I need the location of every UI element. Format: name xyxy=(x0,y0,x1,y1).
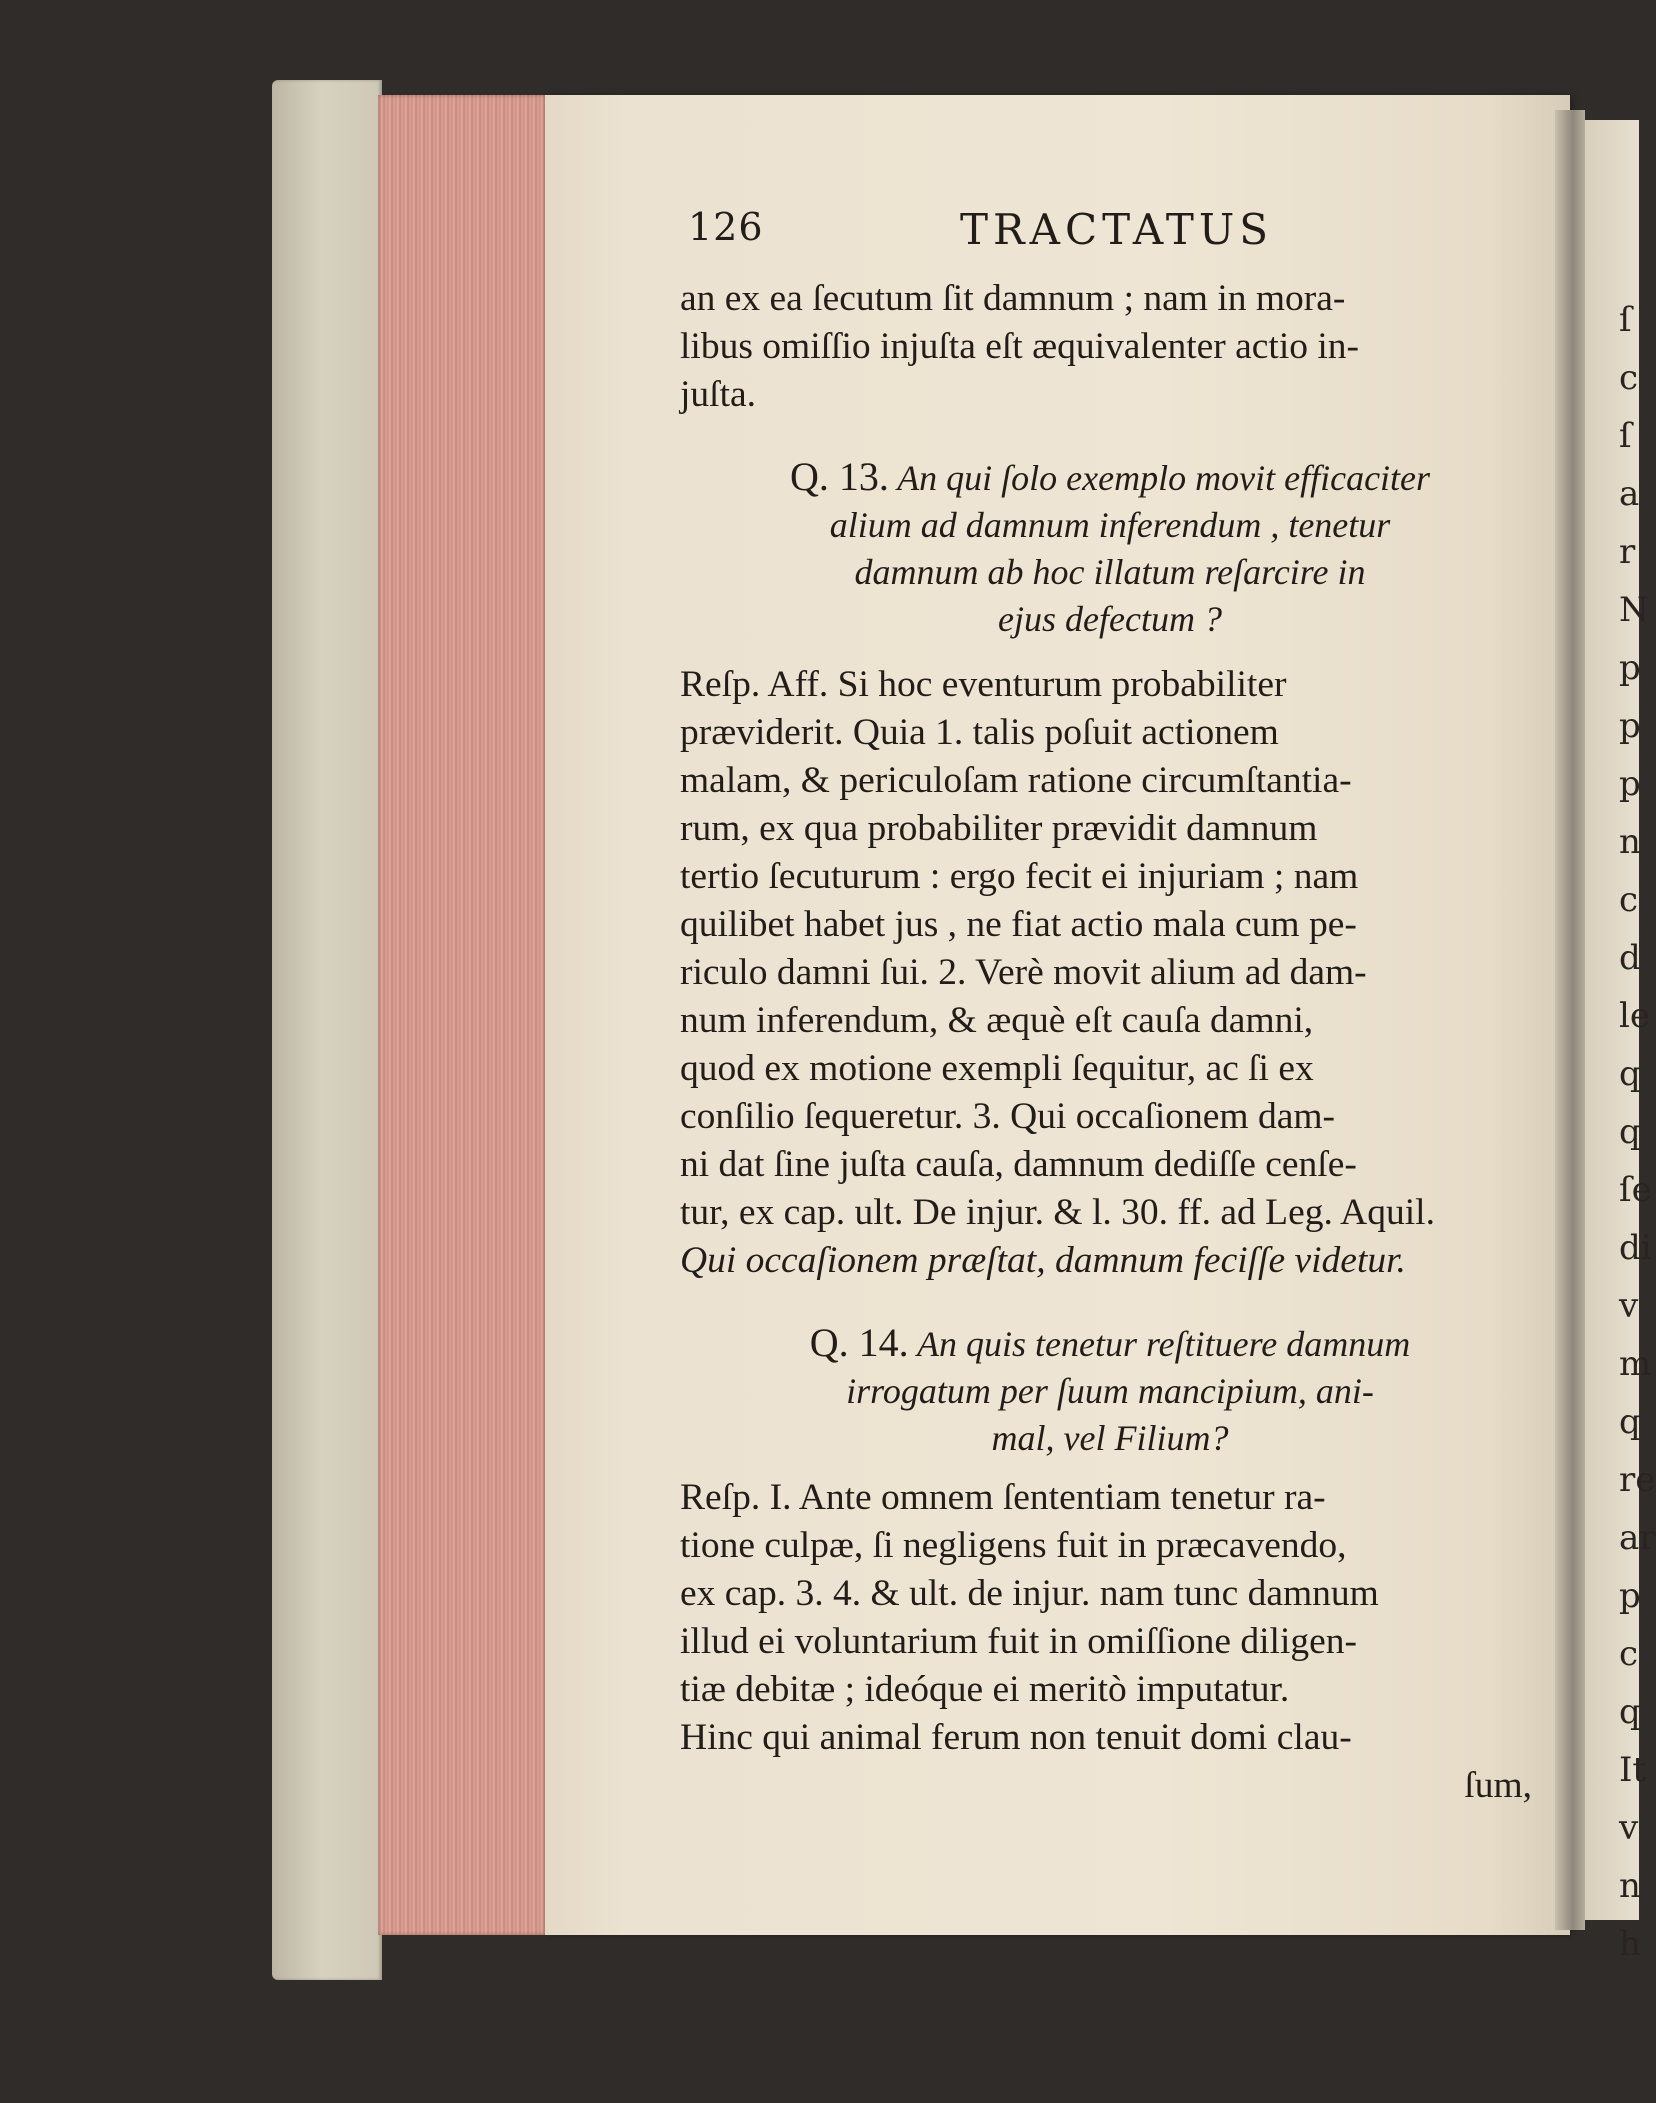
text-line: Qui occaſionem præſtat, damnum feciſſe videtur. xyxy=(680,1240,1406,1281)
text-line: tertio ſecuturum : ergo fecit ei injuriam ; nam xyxy=(680,856,1359,897)
facing-page-fragment: a xyxy=(1619,474,1640,514)
text-line: ex cap. 3. 4. & ult. de injur. nam tunc damnum xyxy=(680,1573,1379,1614)
facing-page-fragment: h xyxy=(1619,1924,1641,1964)
question-line: mal, vel Filium? xyxy=(991,1418,1229,1458)
text-line: conſilio ſequeretur. 3. Qui occaſionem dam- xyxy=(680,1096,1336,1137)
text-line: malam, & periculoſam ratione circumſtantia- xyxy=(680,760,1352,801)
facing-page-fragment: v xyxy=(1619,1808,1639,1848)
facing-page-fragment: p xyxy=(1619,648,1641,688)
question-line: ejus defectum ? xyxy=(998,599,1222,639)
facing-page-fragment: q xyxy=(1619,1692,1641,1732)
facing-page-fragment: n xyxy=(1619,1866,1641,1906)
facing-page-fragment: re xyxy=(1619,1460,1656,1500)
book-cover-edge xyxy=(272,80,382,1980)
facing-page-fragment: It xyxy=(1619,1750,1647,1790)
text-line: riculo damni ſui. 2. Verè movit alium ad dam- xyxy=(680,952,1367,993)
question-number: Q. 13. xyxy=(789,454,889,499)
facing-page-fragment: r xyxy=(1619,532,1636,572)
facing-page-fragment: q xyxy=(1619,1112,1641,1152)
text-line: quod ex motione exempli ſequitur, ac ſi ex xyxy=(680,1048,1314,1089)
facing-page-fragment: c xyxy=(1619,1634,1639,1674)
text-line: rum, ex qua probabiliter prævidit damnum xyxy=(680,808,1318,849)
text-line: juſta. xyxy=(680,374,757,415)
facing-page-fragment: c xyxy=(1619,358,1639,398)
book-gutter xyxy=(1555,110,1585,1930)
facing-page-fragment: c xyxy=(1619,880,1639,920)
question-line: alium ad damnum inferendum , tenetur xyxy=(829,505,1391,545)
facing-page-fragment: le xyxy=(1619,996,1650,1036)
facing-page-fragment: ar xyxy=(1619,1518,1656,1558)
question-line: irrogatum per ſuum mancipium, ani- xyxy=(846,1371,1374,1411)
facing-page-fragment: di xyxy=(1619,1228,1652,1268)
text-line: quilibet habet jus , ne fiat actio mala cum pe- xyxy=(680,904,1357,945)
question-line: damnum ab hoc illatum reſarcire in xyxy=(854,552,1366,592)
text-line: tur, ex cap. ult. De injur. & l. 30. ff. ad Leg. Aquil. xyxy=(680,1192,1435,1233)
facing-page-fragment: v xyxy=(1619,1286,1639,1326)
facing-page-fragment: n xyxy=(1619,822,1641,862)
text-line: præviderit. Quia 1. talis poſuit actionem xyxy=(680,712,1279,753)
facing-page-edge xyxy=(1585,120,1656,1964)
facing-page-fragment: ſ xyxy=(1619,300,1632,340)
facing-page-fragment: d xyxy=(1619,938,1641,978)
facing-page-fragment: q xyxy=(1619,1054,1641,1094)
catchword: ſum, xyxy=(1464,1765,1532,1806)
question-line: An quis tenetur reſtituere damnum xyxy=(916,1324,1411,1364)
question-number: Q. 14. xyxy=(809,1320,909,1365)
answer-13 xyxy=(680,661,1540,1285)
question-13-heading xyxy=(680,453,1540,643)
red-page-edges xyxy=(378,95,546,1935)
facing-page-fragment: N xyxy=(1619,590,1649,630)
facing-page-fragment: m xyxy=(1619,1344,1652,1384)
answer-14 xyxy=(680,1474,1540,1762)
facing-page-fragment: p xyxy=(1619,1576,1641,1616)
facing-page-fragment: p xyxy=(1619,764,1641,804)
text-line: Hinc qui animal ferum non tenuit domi clau- xyxy=(680,1717,1352,1758)
text-line: tiæ debitæ ; ideóque ei meritò imputatur. xyxy=(680,1669,1290,1710)
header-title: TRACTATUS xyxy=(960,205,1274,254)
text-line: Reſp. I. Ante omnem ſententiam tenetur ra- xyxy=(680,1477,1326,1518)
question-14-heading xyxy=(680,1319,1540,1462)
facing-page-fragment: ſ xyxy=(1619,416,1632,456)
text-line: ni dat ſine juſta cauſa, damnum dediſſe cenſe- xyxy=(680,1144,1357,1185)
text-line: tione culpæ, ſi negligens fuit in præcavendo, xyxy=(680,1525,1347,1566)
text-line: Reſp. Aff. Si hoc eventurum probabiliter xyxy=(680,664,1287,705)
text-block xyxy=(680,205,1540,1810)
paragraph-continuation xyxy=(680,275,1540,419)
text-line: libus omiſſio injuſta eſt æquivalenter actio in- xyxy=(680,326,1360,367)
running-head xyxy=(680,205,1540,265)
text-line: num inferendum, & æquè eſt cauſa damni, xyxy=(680,1000,1314,1041)
facing-page-fragment: p xyxy=(1619,706,1641,746)
facing-page-fragment: ſe xyxy=(1619,1170,1652,1210)
facing-page-fragment: q xyxy=(1619,1402,1641,1442)
page-number: 126 xyxy=(688,205,764,249)
text-line: an ex ea ſecutum ſit damnum ; nam in mora- xyxy=(680,278,1346,319)
text-line: illud ei voluntarium fuit in omiſſione diligen- xyxy=(680,1621,1357,1662)
question-line: An qui ſolo exemplo movit efficaciter xyxy=(897,458,1431,498)
